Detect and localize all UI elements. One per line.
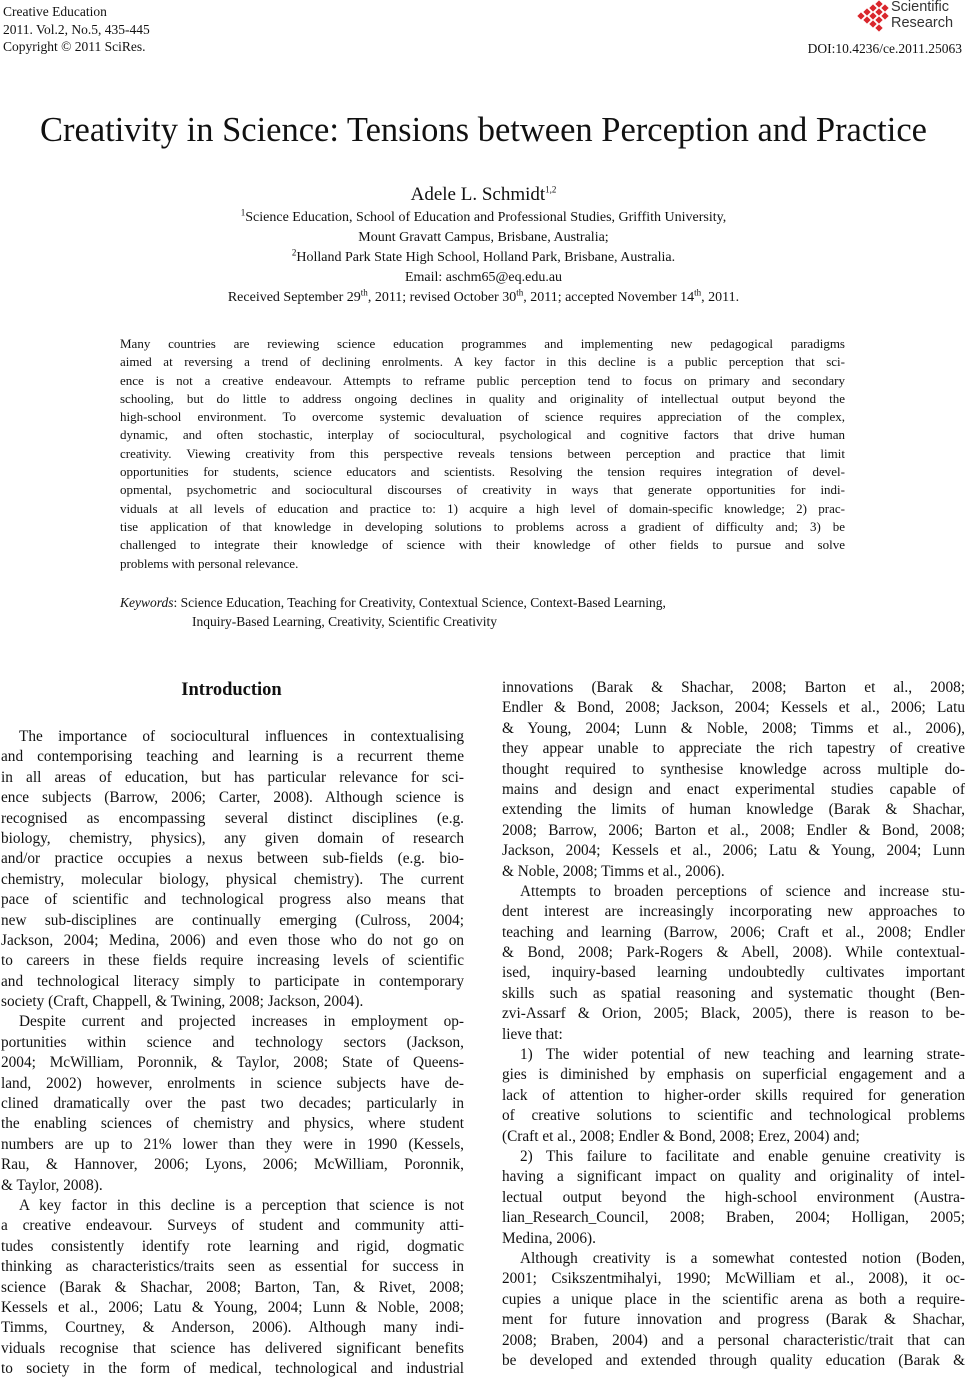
body-text-line: society (Craft, Chappell, & Twining, 2008; Jackson, 2004). [1, 993, 364, 1011]
abstract-line: viduals at all levels of education and practice to: 1) acquire a high level of domain-specific knowledge; 2) prac- [120, 500, 845, 516]
scientific-research-logo-icon [857, 0, 891, 34]
body-text-line: ised, inquiry-based learning undoubtedly cultivates important [502, 964, 965, 982]
body-text-line: Endler & Bond, 2008; Jackson, 2004; Kessels et al., 2006; Latu [502, 699, 965, 717]
doi: DOI:10.4236/ce.2011.25063 [807, 41, 962, 56]
body-text-line: and technological literacy simply to participate in contemporary [1, 972, 464, 990]
keywords-line-1: Keywords: Science Education, Teaching for Creativity, Contextual Science, Context-Based Learning, [120, 595, 666, 610]
logo-diamond [881, 12, 888, 19]
body-text-line: extending the limits of human knowledge (Barak & Shachar, [502, 801, 965, 819]
body-text-line: & Young, 2004; Lunn & Noble, 2008; Timms et al., 2006), [502, 719, 965, 737]
body-text-line: A key factor in this decline is a perception that science is not [19, 1196, 464, 1214]
body-text-line: land, 2002) however, enrolments in science subjects have de- [1, 1074, 464, 1092]
logo-diamond [875, 0, 882, 7]
body-text-line: (Craft et al., 2008; Endler & Bond, 2008; Erez, 2004) and; [502, 1127, 860, 1145]
logo-diamond [869, 4, 876, 11]
body-text-line: Jackson, 2004; Medina, 2006) and even those who do not go on [1, 931, 464, 949]
body-text-line: the enabling sciences of chemistry and physics, where student [1, 1115, 464, 1133]
body-text-line: having a significant impact on quality and originality of intel- [502, 1168, 965, 1186]
keywords-label: Keywords [120, 595, 174, 610]
body-text-line: lack of attention to higher-order skills required for generation [502, 1086, 965, 1104]
abstract-line: schooling, but do little to address ongoing declines in quality and originality of intellectual output beyond the [120, 390, 845, 406]
body-text-line: Attempts to broaden perceptions of science and increase stu- [520, 882, 965, 900]
body-text-line: 2001; Csikszentmihalyi, 1990; McWilliam et al., 2008), it oc- [502, 1270, 965, 1288]
abstract-line: creativity. Viewing creativity from this perspective reveals tensions between perception and practice that limit [120, 445, 845, 461]
body-text-line: clined dramatically over the past two decades; particularly in [1, 1095, 464, 1113]
copyright-line: Copyright © 2011 SciRes. [3, 39, 146, 54]
body-text-line: 2004; McWilliam, Poronnik, & Taylor, 2008; State of Queens- [1, 1054, 464, 1072]
body-text-line: be developed and extended through quality education (Barak & [502, 1351, 965, 1369]
left-column [1, 727, 464, 1380]
running-header [3, 3, 150, 56]
abstract-line: problems with personal relevance. [120, 555, 299, 571]
body-text-line: Timms, Courtney, & Anderson, 2006). Although many indi- [1, 1319, 464, 1337]
logo-diamond [869, 12, 876, 19]
body-text-line: lectual output beyond the high-school environment (Austra- [502, 1188, 965, 1206]
body-text-line: chemistry, molecular biology, physical chemistry). The current [1, 870, 464, 888]
logo-diamond [857, 12, 864, 19]
abstract-line: Many countries are reviewing science education programmes and implementing new pedagogical paradigms [120, 336, 845, 351]
logo-diamond [875, 16, 882, 23]
body-text-line: zvi-Assarf & Orion, 2005; Black, 2005), there is reason to be- [502, 1005, 965, 1023]
affiliation-1-cont: Mount Gravatt Campus, Brisbane, Australia; [358, 230, 609, 245]
affiliations [0, 208, 967, 308]
body-text-line: biology, chemistry, physics), any given domain of research [1, 829, 464, 847]
journal-volume: 2011. Vol.2, No.5, 435-445 [3, 21, 150, 37]
body-text-line: dent interest are increasingly incorporating new approaches to [502, 903, 965, 921]
body-text-line: lieve that: [502, 1025, 563, 1043]
body-text-line: 1) The wider potential of new teaching and learning strate- [520, 1046, 965, 1064]
publisher-logo [857, 0, 961, 34]
author-line [0, 183, 967, 207]
body-text-line: 2) This failure to facilitate and enable genuine creativity is [520, 1147, 965, 1165]
body-text-line: Jackson, 2004; Kessels et al., 2006; Latu & Young, 2004; Lunn [502, 842, 965, 860]
body-text-line: numbers are up to 21% lower than they were in 1990 (Kessels, [1, 1135, 464, 1153]
author-name: Adele L. Schmidt [410, 184, 546, 205]
section-heading-introduction: Introduction [181, 680, 282, 700]
body-text-line: The importance of sociocultural influences in contextualising [19, 728, 464, 745]
keywords-line-2: Inquiry-Based Learning, Creativity, Scientific Creativity [192, 614, 498, 629]
body-text-line: and contemporising teaching and learning is a recurrent theme [1, 748, 464, 766]
abstract [120, 335, 845, 573]
body-text-line: & Noble, 2008; Timms et al., 2006). [502, 862, 725, 880]
abstract-line: dynamic, and often stochastic, interplay of sociocultural, psychological and cognitive factors that drive human [120, 427, 845, 443]
abstract-line: challenged to integrate their knowledge of science with their knowledge of other fields to pursue and solve [120, 537, 845, 553]
body-text-line: tudes consistently identify rote learning and rigid, dogmatic [1, 1237, 464, 1255]
body-text-line: & Bond, 2008; Park-Rogers & Abell, 2008). While contextual- [502, 944, 965, 962]
abstract-line: opportunities for students, science educators and scientists. Resolving the tension requires integration of devel- [120, 464, 845, 480]
body-text-line: thought required to synthesise knowledge across multiple do- [502, 760, 965, 778]
right-column [502, 678, 965, 1371]
logo-diamond [869, 20, 876, 27]
body-text-line: Kessels et al., 2006; Latu & Young, 2004; Lunn & Noble, 2008; [1, 1298, 464, 1316]
body-text-line: in all areas of education, but has particular relevance for sci- [1, 768, 464, 786]
body-text-line: new sub-disciplines are continually emerging (Culross, 2004; [1, 911, 464, 929]
affiliation-2: $^2$Holland Park State High School, Holland Park, Brisbane, Australia. [291, 247, 676, 265]
body-text-line: Although creativity is a somewhat contested notion (Boden, [520, 1249, 965, 1267]
logo-diamond [863, 8, 870, 15]
body-text-line: to careers in these fields require increasing levels of scientific [1, 952, 464, 970]
received-dates: Received September 29th, 2011; revised October 30th, 2011; accepted November 14th, 2011. [227, 287, 740, 305]
keywords [120, 593, 666, 631]
body-text-line: ence subjects (Barrow, 2006; Carter, 2008). Although science is [1, 789, 464, 807]
body-text-line: Despite current and projected increases in employment op- [19, 1013, 464, 1031]
paper-title: Creativity in Science: Tensions between Perception and Practice [40, 111, 927, 149]
body-text-line: innovations (Barak & Shachar, 2008; Barton et al., 2008; [502, 679, 965, 696]
body-text-line: thinking as characteristics/traits seen as essential for success in [1, 1258, 464, 1276]
logo-diamond [875, 8, 882, 15]
body-text-line: pace of scientific and technological progress also means that [1, 891, 464, 909]
logo-diamond [881, 4, 888, 11]
body-text-line: portunities within science and technology sectors (Jackson, [1, 1033, 464, 1051]
body-text-line: gies is diminished by emphasis on superficial engagement and a [502, 1066, 965, 1084]
author-email: Email: aschm65@eq.edu.au [404, 270, 563, 285]
body-text-line: skills such as spatial reasoning and systematic thought (Ben- [502, 984, 965, 1002]
body-text-line: a creative endeavour. Surveys of student and community atti- [1, 1217, 464, 1235]
body-text-line: to society in the form of medical, technological and industrial [1, 1360, 464, 1378]
body-text-line: & Taylor, 2008). [1, 1176, 103, 1194]
abstract-line: aimed at reversing a trend of declining enrolments. A key factor in this decline is a public perception that sci- [120, 354, 845, 370]
body-text-line: science (Barak & Shachar, 2008; Barton, Tan, & Rivet, 2008; [1, 1278, 464, 1296]
author-affil-sup: 1,2 [545, 184, 557, 195]
body-text-line: viduals recognise that science has delivered significant benefits [1, 1339, 464, 1357]
journal-name: Creative Education [3, 4, 107, 19]
logo-diamond [863, 16, 870, 23]
abstract-line: ence is not a creative endeavour. Attempts to reframe public perception tend to focus on primary and secondary [120, 372, 845, 388]
abstract-line: tise application of that knowledge in developing solutions to problems across a gradient of difficulty and; 3) be [120, 518, 845, 534]
body-text-line: Medina, 2006). [502, 1229, 596, 1247]
body-text-line: 2008; Barrow, 2006; Barton et al., 2008; Endler & Bond, 2008; [502, 821, 965, 839]
body-text-line: mains and design and enact experimental studies capable of [502, 780, 965, 798]
body-text-line: teaching and learning (Barrow, 2006; Craft et al., 2008; Endler [502, 923, 965, 941]
body-text-line: and/or practice occupies a nexus between sub-fields (e.g. bio- [1, 850, 464, 868]
body-text-line: they appear unable to appreciate the rich tapestry of creative [502, 740, 965, 758]
logo-diamond [875, 24, 882, 31]
body-text-line: Rau, & Hannover, 2006; Lyons, 2006; McWilliam, Poronnik, [1, 1156, 464, 1174]
abstract-line: opmental, psychometric and sociocultural discourses of creativity in ways that generate opportunities for indi- [120, 482, 845, 498]
affiliation-1: $^1$Science Education, School of Education and Professional Studies, Griffith University, [240, 207, 727, 225]
body-text-line: 2008; Braben, 2004) and a personal characteristic/trait that can [502, 1331, 965, 1349]
body-text-line: ment for future innovation and progress (Barak & Shachar, [502, 1311, 965, 1329]
body-text-line: of creative solutions to scientific and technological problems [502, 1107, 965, 1125]
logo-wordmark: Scientific Research [891, 0, 954, 31]
body-text-line: lian_Research_Council, 2008; Braben, 2004; Holligan, 2005; [502, 1209, 965, 1227]
body-text-line: recognised as encompassing several distinct disciplines (e.g. [1, 809, 464, 827]
body-text-line: cupies a unique place in the scientific arena as both a require- [502, 1290, 965, 1308]
abstract-line: high-school environment. To overcome systemic devaluation of science requires appreciation of the complex, [120, 409, 845, 425]
